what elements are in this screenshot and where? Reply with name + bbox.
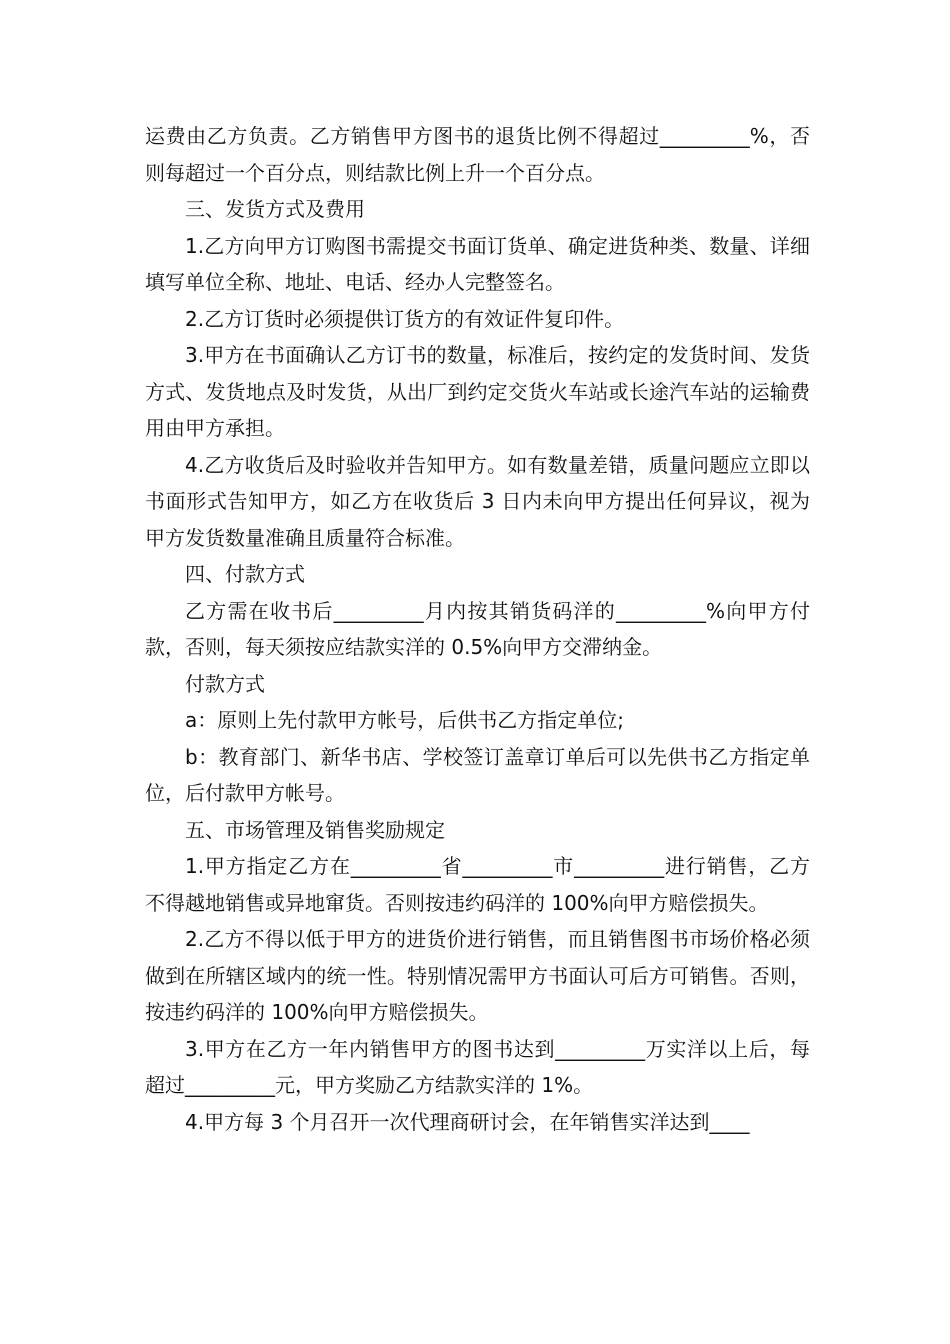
paragraph-pricing: 2.乙方不得以低于甲方的进货价进行销售，而且销售图书市场价格必须做到在所辖区域内的统一性。特别情况需甲方书面认可后方可销售。否则，按违约码洋的 100%向甲方赔偿损失。 [145,927,810,1024]
paragraph-sales-region: 1.甲方指定乙方在_________省_________市_________进行销售，乙方不得越地销售或异地窜货。否则按违约码洋的 100%向甲方赔偿损失。 [145,854,810,915]
heading-payment: 四、付款方式 [185,562,305,586]
list-item-payment-b: b：教育部门、新华书店、学校签订盖章订单后可以先供书乙方指定单位，后付款甲方帐号。 [145,744,810,805]
heading-shipping: 三、发货方式及费用 [185,197,365,221]
list-item-payment-a: a：原则上先付款甲方帐号，后供书乙方指定单位; [185,708,624,732]
heading-market-management: 五、市场管理及销售奖励规定 [185,817,445,842]
document-page [145,118,810,1140]
paragraph-return-ratio: 运费由乙方负责。乙方销售甲方图书的退货比例不得超过_________%，否则每超过一个百分点，则结款比例上升一个百分点。 [145,124,810,185]
paragraph-sales-reward: 3.甲方在乙方一年内销售甲方的图书达到_________万实洋以上后，每超过_________元，甲方奖励乙方结款实洋的 1%。 [145,1036,810,1097]
paragraph-inspection: 4.乙方收货后及时验收并告知甲方。如有数量差错，质量问题应立即以书面形式告知甲方，如乙方在收货后 3 日内未向甲方提出任何异议，视为甲方发货数量准确且质量符合标准。 [145,452,810,550]
paragraph-delivery: 3.甲方在书面确认乙方订书的数量，标准后，按约定的发货时间、发货方式、发货地点及时发货，从出厂到约定交货火车站或长途汽车站的运输费用由甲方承担。 [145,343,810,440]
paragraph-order-form: 1.乙方向甲方订购图书需提交书面订货单、确定进货种类、数量、详细填写单位全称、地址、电话、经办人完整签名。 [145,233,810,294]
paragraph-dealer-meeting: 4.甲方每 3 个月召开一次代理商研讨会，在年销售实洋达到____ [185,1109,750,1134]
subheading-payment-method: 付款方式 [185,671,265,696]
paragraph-id-copy: 2.乙方订货时必须提供订货方的有效证件复印件。 [185,306,625,331]
paragraph-payment-terms: 乙方需在收书后_________月内按其销货码洋的_________%向甲方付款，否则，每天须按应结款实洋的 0.5%向甲方交滞纳金。 [145,598,810,659]
